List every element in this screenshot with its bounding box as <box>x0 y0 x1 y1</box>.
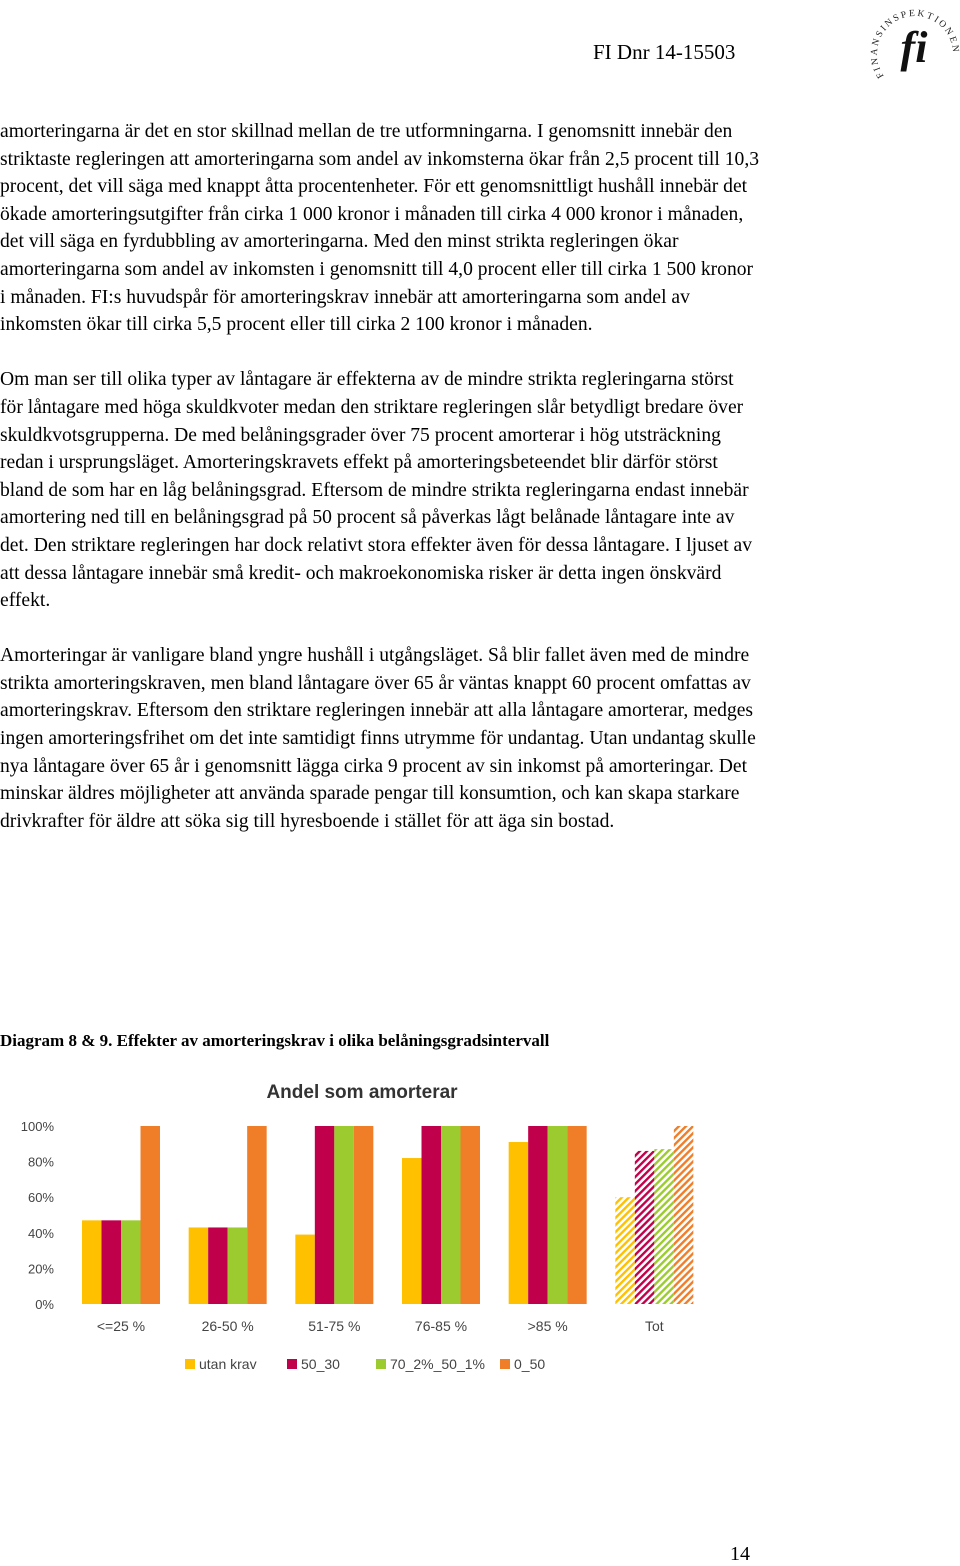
y-tick-label: 100% <box>20 1119 54 1134</box>
legend-swatch <box>287 1359 297 1369</box>
legend-swatch <box>376 1359 386 1369</box>
bar <box>121 1220 141 1304</box>
diagram-caption: Diagram 8 & 9. Effekter av amorteringskrav i olika belåningsgradsintervall <box>0 1031 550 1050</box>
bar <box>189 1227 209 1304</box>
legend-label: 70_2%_50_1% <box>390 1356 485 1372</box>
legend-swatch <box>500 1359 510 1369</box>
bar <box>208 1227 228 1304</box>
page-number: 14 <box>730 1543 750 1565</box>
paragraph-2: Om man ser till olika typer av låntagare är effekterna av de mindre strikta regleringarna störst för låntagare med höga skuldkvoter medan den striktare regleringen slår betydligt bredare över skuldkvotsgrupperna. De med belåningsgrader över 75 procent amorterar i hög utsträckning redan i ursprungsläget. Amorteringskravets effekt på amorteringsbeteendet blir därför störst bland de som har en låg belåningsgrad. Eftersom de mindre strikta regleringarna endast innebär amortering ned till en belåningsgrad på 50 procent så påverkas lågt belånade låntagare inte av det. Den striktare regleringen har dock relativt stora effekter även för dessa låntagare. I ljuset av att dessa låntagare innebär små kredit- och makroekonomiska risker är detta ingen önskvärd effekt. <box>0 369 753 612</box>
y-tick-label: 0% <box>35 1297 54 1312</box>
document-number: FI Dnr 14-15503 <box>593 40 736 64</box>
bar <box>461 1126 481 1304</box>
bar <box>422 1126 442 1304</box>
bar <box>334 1126 354 1304</box>
x-tick-label: <=25 % <box>96 1318 146 1334</box>
bar <box>548 1126 568 1304</box>
bar <box>528 1126 548 1304</box>
bar <box>654 1149 674 1304</box>
x-tick-label: Tot <box>644 1318 664 1334</box>
bar <box>402 1158 422 1304</box>
bar-chart <box>0 1068 720 1388</box>
bar <box>441 1126 461 1304</box>
bar <box>354 1126 374 1304</box>
y-tick-label: 60% <box>27 1190 54 1206</box>
x-tick-label: >85 % <box>527 1318 568 1334</box>
bar <box>295 1235 315 1304</box>
bar <box>82 1220 102 1304</box>
legend-label: 0_50 <box>514 1356 546 1372</box>
bar <box>315 1126 335 1304</box>
legend-label: utan krav <box>199 1356 257 1372</box>
y-tick-label: 80% <box>27 1154 54 1170</box>
bar <box>635 1151 655 1304</box>
y-tick-label: 40% <box>27 1225 54 1241</box>
x-tick-label: 26-50 % <box>201 1318 254 1334</box>
y-tick-label: 20% <box>27 1261 54 1277</box>
x-tick-label: 51-75 % <box>308 1318 361 1334</box>
logo-ring-text: FINANSINSPEKTIONEN <box>869 8 960 80</box>
bar <box>228 1227 248 1304</box>
x-tick-label: 76-85 % <box>414 1318 468 1334</box>
paragraph-3: Amorteringar är vanligare bland yngre hushåll i utgångsläget. Så blir fallet även med de mindre strikta amorteringskraven, men bland låntagare över 65 år väntas knappt 60 procent omfattas av amorteringskrav. Eftersom den striktare regleringen innebär att alla låntagare amorterar, medges ingen amorteringsfrihet om det inte samtidigt finns utrymme för undantag. Utan undantag skulle nya låntagare över 65 år i genomsnitt lägga cirka 9 procent av sin inkomst på amorteringar. Det minskar äldres möjligheter att använda sparade pengar till konsumtion, och kan skapa starkare drivkrafter för äldre att söka sig till hyresboende i stället för att äga sin bostad. <box>0 645 756 832</box>
bar <box>615 1197 635 1304</box>
chart-title: Andel som amorterar <box>266 1082 458 1103</box>
bar <box>567 1126 587 1304</box>
bar <box>509 1142 528 1304</box>
bar <box>674 1126 694 1304</box>
legend-swatch <box>185 1359 195 1369</box>
legend-label: 50_30 <box>301 1356 340 1372</box>
logo-monogram: fi <box>900 23 928 72</box>
bar <box>141 1126 161 1304</box>
bar <box>102 1220 122 1304</box>
finansinspektionen-logo <box>868 0 960 92</box>
body-text <box>0 118 760 863</box>
paragraph-1: amorteringarna är det en stor skillnad mellan de tre utformningarna. I genomsnitt innebär den striktaste regleringen att amorteringarna som andel av inkomsterna ökar från 2,5 procent till 10,3 procent, det vill säga med knappt åtta procentenheter. För ett genomsnittligt hushåll innebär det ökade amorteringsutgifter från cirka 1 000 kronor i månaden till cirka 4 000 kronor i månaden, det vill säga en fyrdubbling av amorteringarna. Med den minst strikta regleringen ökar amorteringarna som andel av inkomsten i genomsnitt till 4,0 procent eller till cirka 1 500 kronor i månaden. FI:s huvudspår för amorteringskrav innebär att amorteringarna som andel av inkomsten ökar till cirka 5,5 procent eller till cirka 2 100 kronor i månaden. <box>0 121 760 336</box>
bar <box>247 1126 267 1304</box>
